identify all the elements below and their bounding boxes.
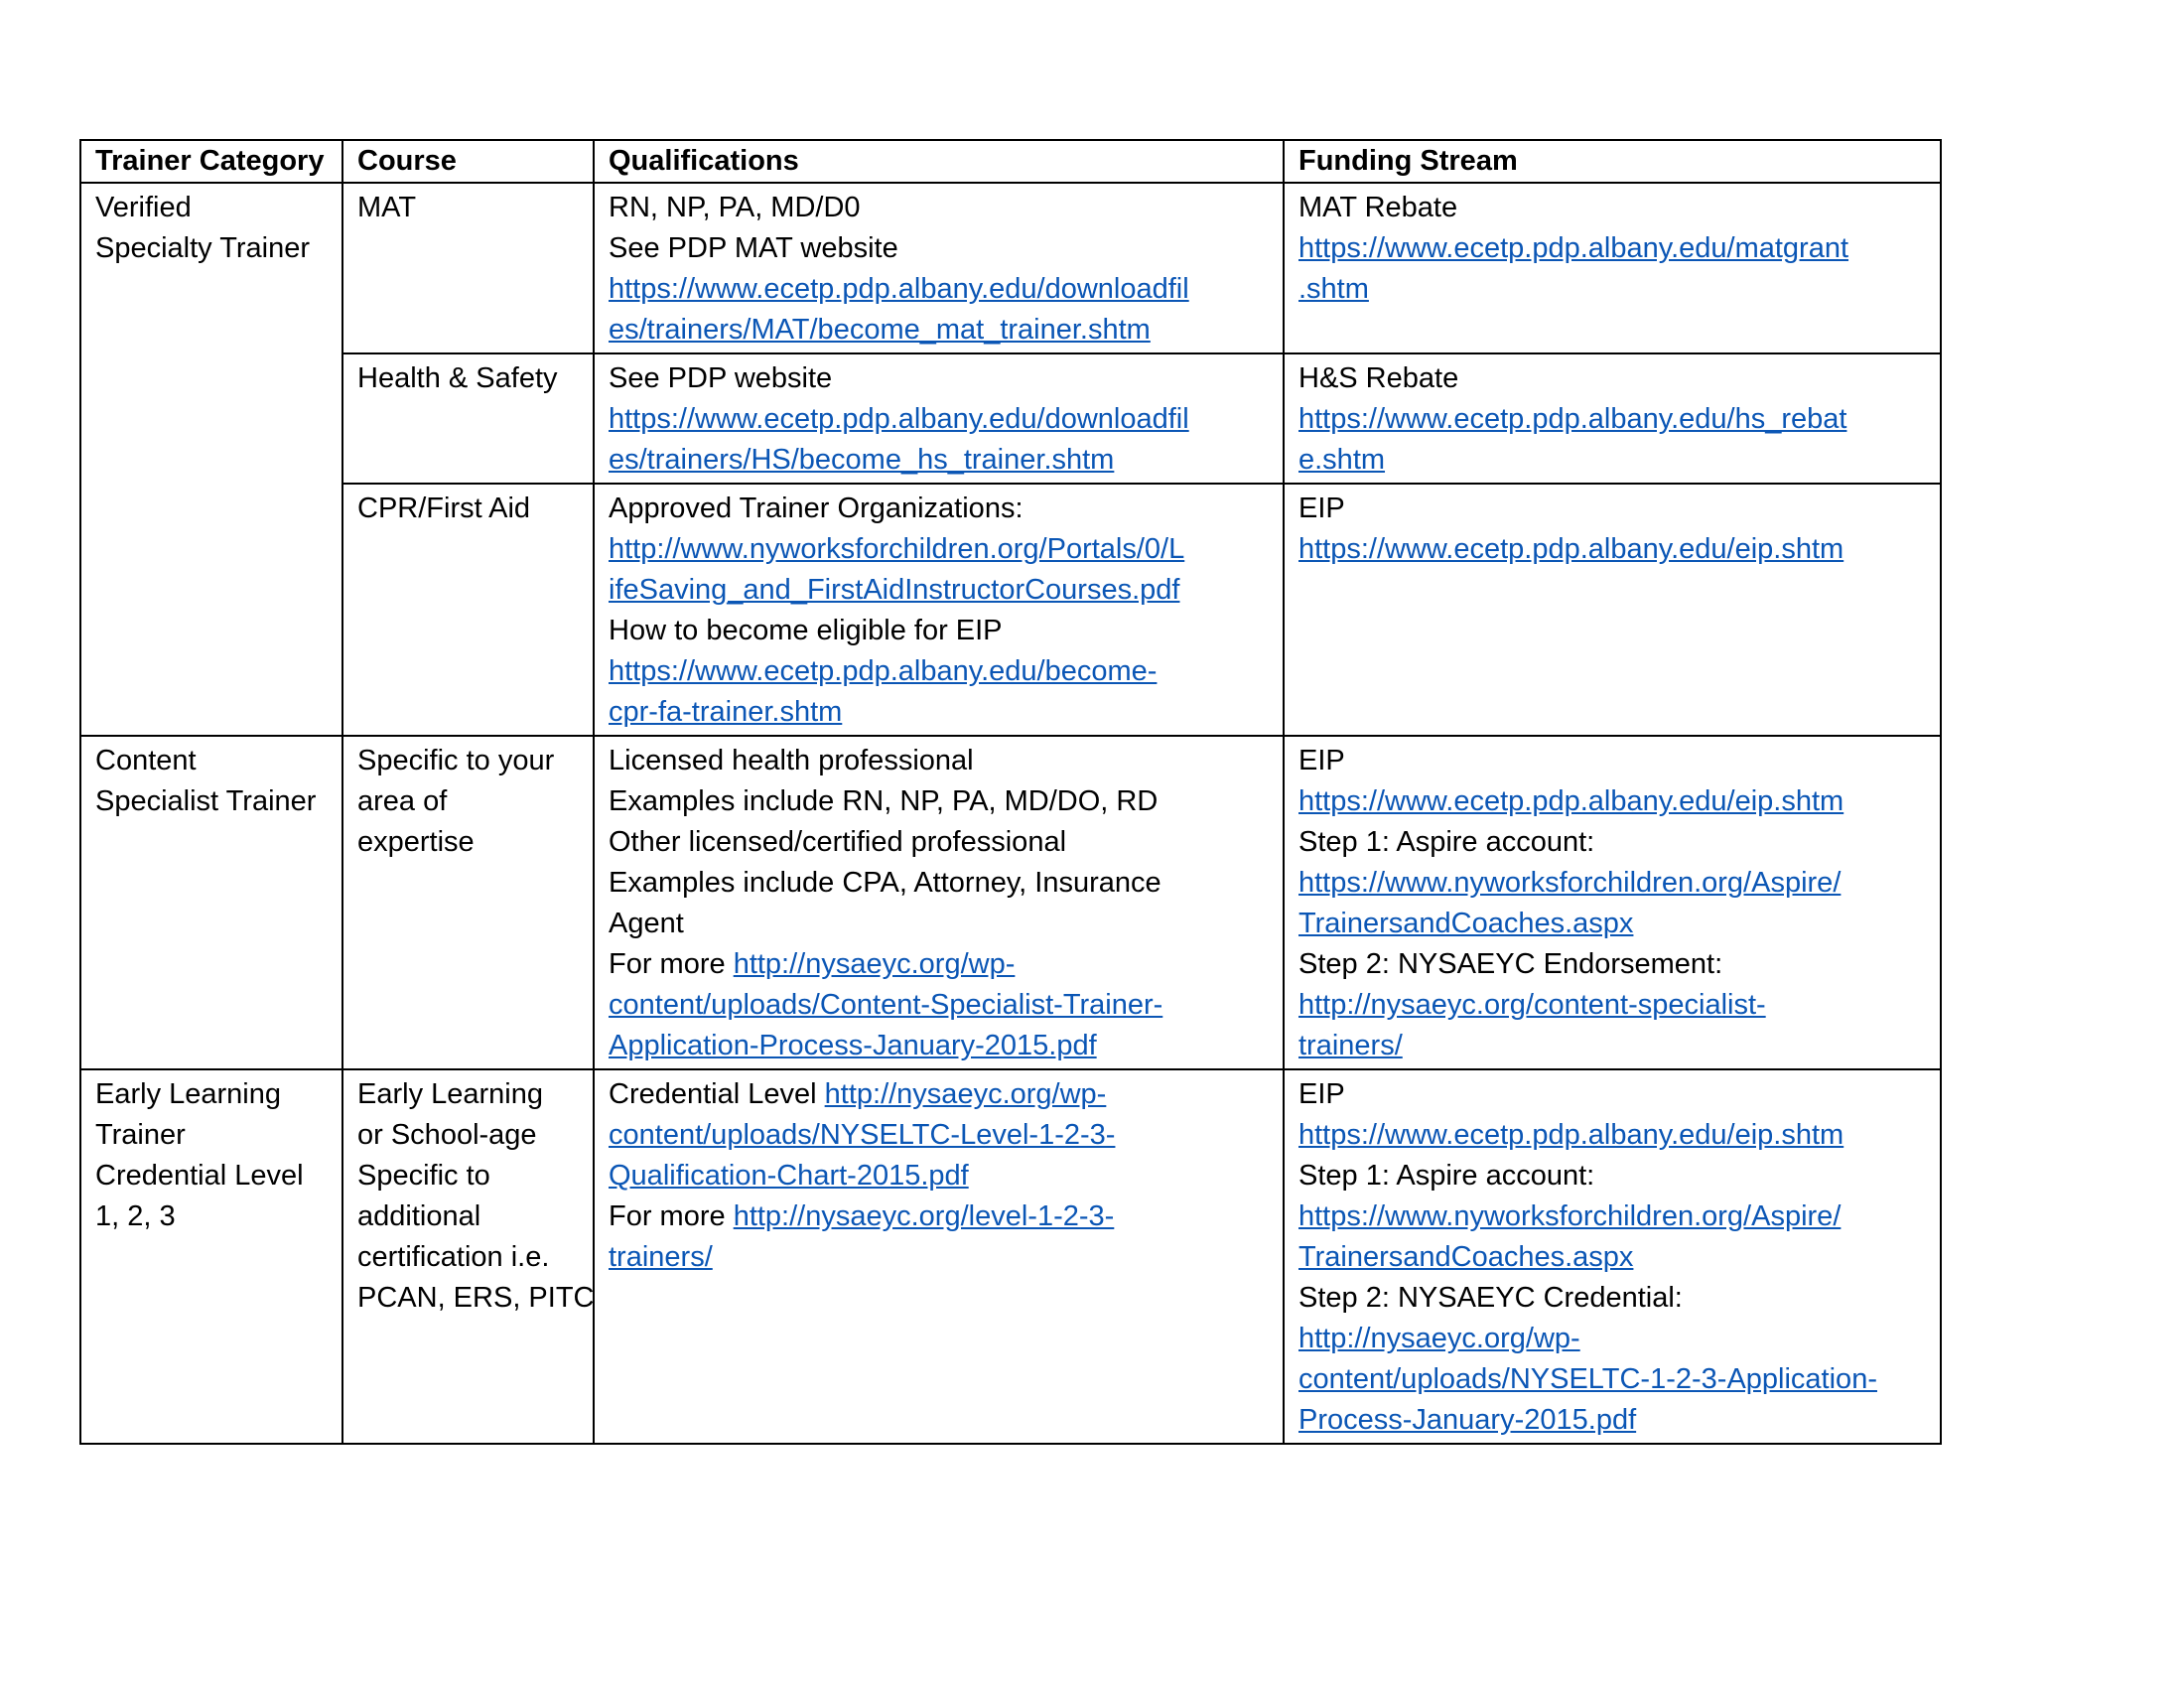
qualification-text: Other licensed/certified professional [609,826,1067,858]
category-cell-content [80,736,342,1069]
funding-step-text: Step 1: Aspire account: [1298,826,1595,858]
lifesaving-courses-link[interactable]: ifeSaving_and_FirstAidInstructorCourses.pdf [609,574,1180,606]
trainer-table [79,139,1942,1445]
for-more-label: For more [609,948,734,980]
header-row [80,140,1941,183]
course-text: Specific to your [357,745,555,776]
qualification-more-line [609,944,1269,985]
course-text: CPR/First Aid [357,492,531,524]
header-trainer-category: Trainer Category [80,140,342,183]
eip-link[interactable]: https://www.ecetp.pdp.albany.edu/eip.shtm [1298,1119,1844,1151]
funding-cell-content [1284,736,1941,1069]
table-row [80,353,1941,484]
credential-application-link[interactable]: Process-January-2015.pdf [1298,1404,1637,1436]
hs-rebate-link[interactable]: e.shtm [1298,444,1386,476]
course-text: expertise [357,826,475,858]
credential-level-label: Credential Level [609,1078,825,1110]
funding-text: EIP [1298,745,1345,776]
course-cell-health-safety [342,353,594,484]
category-text: Verified [95,192,192,223]
mat-trainer-link[interactable]: es/trainers/MAT/become_mat_trainer.shtm [609,314,1151,346]
category-text: Trainer [95,1119,186,1151]
qualification-text: See PDP MAT website [609,232,898,264]
course-cell-content [342,736,594,1069]
qualification-chart-link[interactable]: Qualification-Chart-2015.pdf [609,1160,969,1192]
qualification-text: Approved Trainer Organizations: [609,492,1024,524]
course-text: area of [357,785,448,817]
credential-application-link[interactable]: http://nysaeyc.org/wp- [1298,1323,1580,1354]
funding-cell-early-learning [1284,1069,1941,1444]
qualification-more-line [609,1196,1269,1237]
aspire-trainers-link[interactable]: https://www.nyworksforchildren.org/Aspire/ [1298,867,1842,899]
qualification-text: RN, NP, PA, MD/D0 [609,192,861,223]
funding-text: MAT Rebate [1298,192,1458,223]
category-text: Content [95,745,197,776]
eip-link[interactable]: https://www.ecetp.pdp.albany.edu/eip.shtm [1298,533,1844,565]
mat-grant-link[interactable]: https://www.ecetp.pdp.albany.edu/matgrant [1298,232,1849,264]
category-cell-verified [80,183,342,736]
funding-cell-mat [1284,183,1941,353]
table-row [80,183,1941,353]
category-text: Early Learning [95,1078,281,1110]
funding-cell-cpr [1284,484,1941,736]
lifesaving-courses-link[interactable]: http://www.nyworksforchildren.org/Portals/0/L [609,533,1185,565]
header-course: Course [342,140,594,183]
qualifications-cell-health-safety [594,353,1284,484]
level-trainers-link[interactable]: trainers/ [609,1241,713,1273]
aspire-trainers-link[interactable]: TrainersandCoaches.aspx [1298,1241,1634,1273]
table-row [80,736,1941,1069]
credential-application-link[interactable]: content/uploads/NYSELTC-1-2-3-Application- [1298,1363,1877,1395]
qualifications-cell-cpr [594,484,1284,736]
eip-link[interactable]: https://www.ecetp.pdp.albany.edu/eip.shtm [1298,785,1844,817]
cpr-trainer-link[interactable]: https://www.ecetp.pdp.albany.edu/become- [609,655,1158,687]
category-cell-early-learning [80,1069,342,1444]
qualification-text: How to become eligible for EIP [609,615,1003,646]
qualification-text: Agent [609,908,684,939]
course-text: PCAN, ERS, PITC [357,1282,595,1314]
funding-step-text: Step 2: NYSAEYC Credential: [1298,1282,1683,1314]
aspire-trainers-link[interactable]: https://www.nyworksforchildren.org/Aspire/ [1298,1200,1842,1232]
level-trainers-link[interactable]: http://nysaeyc.org/level-1-2-3- [733,1200,1115,1232]
mat-grant-link[interactable]: .shtm [1298,273,1369,305]
category-text: Credential Level [95,1160,304,1192]
course-cell-early-learning [342,1069,594,1444]
qualifications-cell-mat [594,183,1284,353]
qualifications-cell-early-learning [594,1069,1284,1444]
course-text: Specific to [357,1160,490,1192]
category-text: 1, 2, 3 [95,1200,176,1232]
content-specialist-application-link[interactable]: Application-Process-January-2015.pdf [609,1030,1097,1061]
course-text: or School-age [357,1119,537,1151]
qualification-chart-link[interactable]: http://nysaeyc.org/wp- [824,1078,1107,1110]
header-qualifications: Qualifications [594,140,1284,183]
aspire-trainers-link[interactable]: TrainersandCoaches.aspx [1298,908,1634,939]
funding-text: H&S Rebate [1298,362,1459,394]
table-row [80,484,1941,736]
course-text: Health & Safety [357,362,558,394]
funding-text: EIP [1298,492,1345,524]
qualifications-cell-content [594,736,1284,1069]
for-more-label: For more [609,1200,734,1232]
qualification-text: Examples include CPA, Attorney, Insurance [609,867,1161,899]
credential-level-line [609,1074,1269,1115]
course-text: certification i.e. [357,1241,550,1273]
course-cell-cpr [342,484,594,736]
category-text: Specialist Trainer [95,785,317,817]
funding-step-text: Step 1: Aspire account: [1298,1160,1595,1192]
qualification-text: Examples include RN, NP, PA, MD/DO, RD [609,785,1159,817]
course-text: Early Learning [357,1078,543,1110]
content-specialist-trainers-link[interactable]: trainers/ [1298,1030,1403,1061]
qualification-text: Licensed health professional [609,745,974,776]
funding-step-text: Step 2: NYSAEYC Endorsement: [1298,948,1723,980]
hs-trainer-link[interactable]: https://www.ecetp.pdp.albany.edu/downloadfil [609,403,1189,435]
table-row [80,1069,1941,1444]
course-text: MAT [357,192,417,223]
qualification-chart-link[interactable]: content/uploads/NYSELTC-Level-1-2-3- [609,1119,1116,1151]
mat-trainer-link[interactable]: https://www.ecetp.pdp.albany.edu/downloadfil [609,273,1189,305]
hs-trainer-link[interactable]: es/trainers/HS/become_hs_trainer.shtm [609,444,1115,476]
content-specialist-application-link[interactable]: content/uploads/Content-Specialist-Trainer- [609,989,1163,1021]
course-cell-mat [342,183,594,353]
funding-cell-health-safety [1284,353,1941,484]
qualification-text: See PDP website [609,362,833,394]
header-funding-stream: Funding Stream [1284,140,1941,183]
funding-text: EIP [1298,1078,1345,1110]
category-text: Specialty Trainer [95,232,310,264]
content-specialist-trainers-link[interactable]: http://nysaeyc.org/content-specialist- [1298,989,1766,1021]
content-specialist-application-link[interactable]: http://nysaeyc.org/wp- [733,948,1016,980]
course-text: additional [357,1200,481,1232]
cpr-trainer-link[interactable]: cpr-fa-trainer.shtm [609,696,843,728]
hs-rebate-link[interactable]: https://www.ecetp.pdp.albany.edu/hs_rebat [1298,403,1847,435]
